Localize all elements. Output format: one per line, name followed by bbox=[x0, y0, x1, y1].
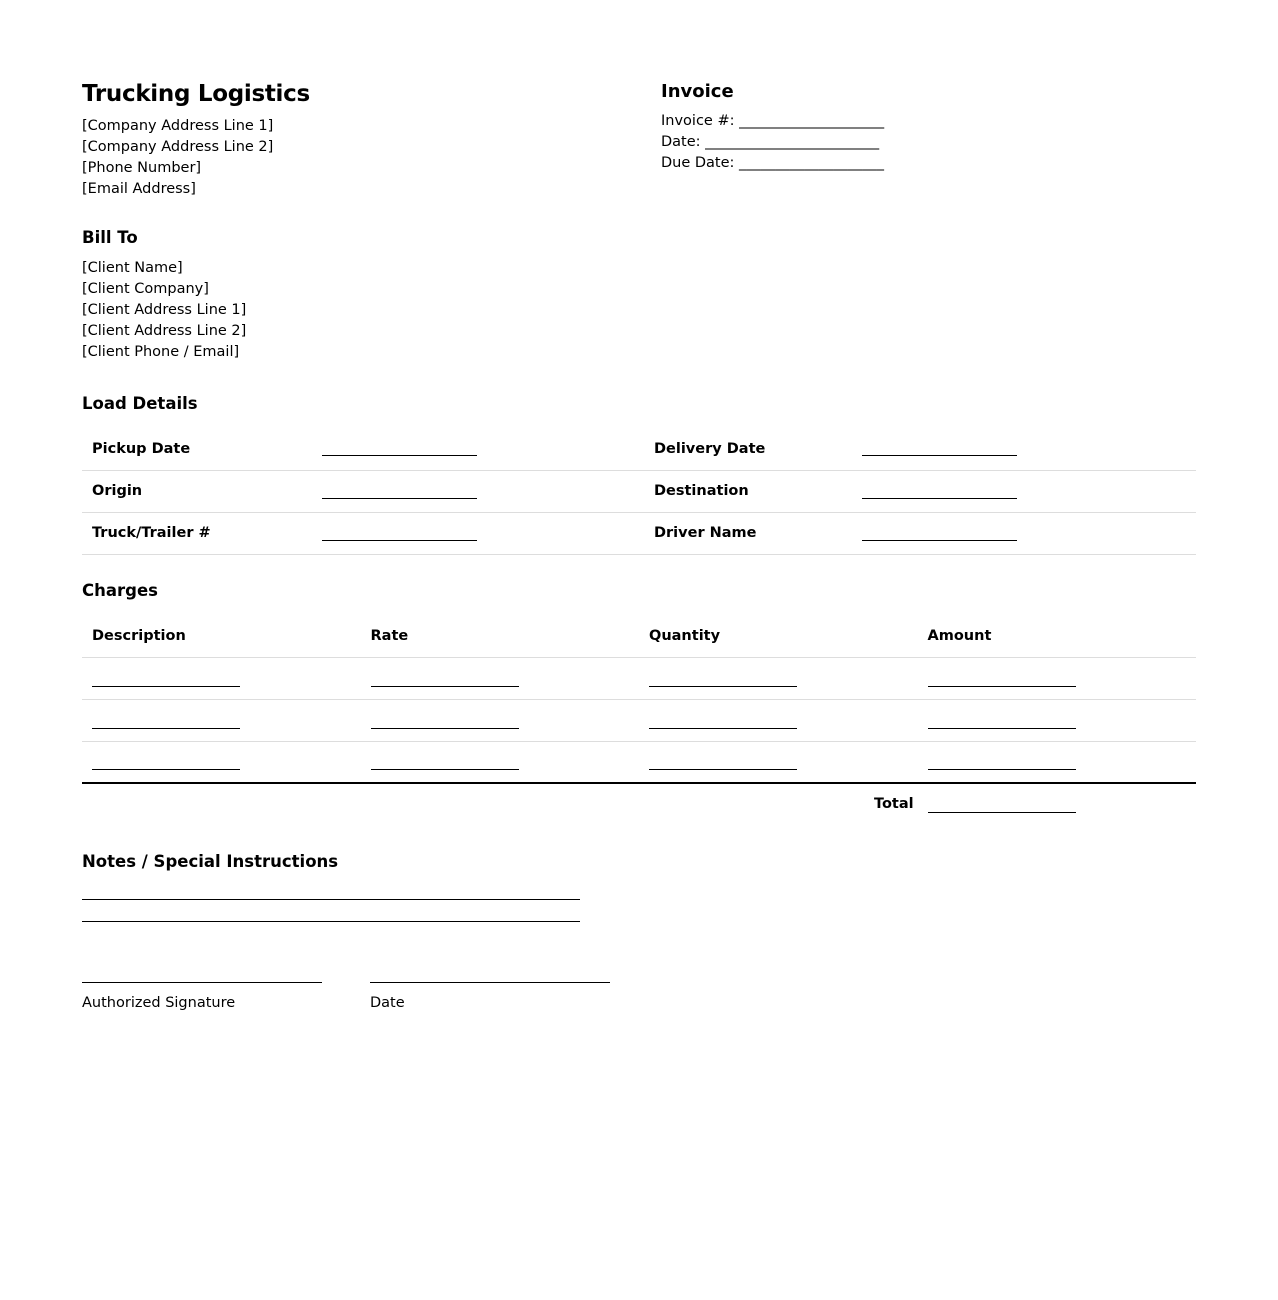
invoice-page bbox=[82, 78, 1196, 203]
load-details-section bbox=[82, 392, 1196, 555]
destination-label: Destination bbox=[644, 470, 862, 512]
description-cell bbox=[82, 657, 361, 699]
description-blank[interactable] bbox=[92, 686, 240, 687]
company-address-line-2: [Company Address Line 2] bbox=[82, 139, 274, 155]
due-date-blank[interactable]: ____________________ bbox=[739, 155, 885, 171]
destination-cell bbox=[862, 470, 1196, 512]
invoice-title: Invoice bbox=[661, 81, 734, 102]
rate-cell bbox=[361, 741, 640, 783]
bill-to-lines bbox=[82, 258, 246, 363]
client-name: [Client Name] bbox=[82, 260, 183, 276]
invoice-info bbox=[661, 78, 884, 174]
table-row bbox=[82, 428, 1196, 470]
origin-blank[interactable] bbox=[322, 498, 477, 499]
authorized-signature-line[interactable] bbox=[82, 982, 322, 983]
destination-blank[interactable] bbox=[862, 498, 1017, 499]
bill-to-section bbox=[82, 226, 246, 363]
pickup-date-label: Pickup Date bbox=[82, 428, 322, 470]
authorized-signature-label: Authorized Signature bbox=[82, 995, 236, 1011]
client-company: [Client Company] bbox=[82, 281, 209, 297]
header bbox=[82, 78, 1196, 203]
company-name: Trucking Logistics bbox=[82, 81, 310, 107]
signature-date-label: Date bbox=[370, 995, 405, 1011]
company-phone: [Phone Number] bbox=[82, 160, 202, 176]
column-header-quantity: Quantity bbox=[639, 615, 918, 657]
total-row bbox=[82, 784, 1196, 828]
authorized-signature-block bbox=[82, 982, 322, 1012]
amount-cell bbox=[918, 741, 1197, 783]
truck-trailer-cell bbox=[322, 512, 644, 554]
delivery-date-cell bbox=[862, 428, 1196, 470]
invoice-number-blank[interactable]: ____________________ bbox=[739, 113, 885, 129]
rate-blank[interactable] bbox=[371, 769, 519, 770]
company-block bbox=[82, 78, 310, 200]
description-blank[interactable] bbox=[92, 728, 240, 729]
amount-blank[interactable] bbox=[928, 769, 1076, 770]
load-details-table bbox=[82, 428, 1196, 555]
rate-blank[interactable] bbox=[371, 686, 519, 687]
truck-trailer-blank[interactable] bbox=[322, 540, 477, 541]
rate-cell bbox=[361, 699, 640, 741]
client-address-line-1: [Client Address Line 1] bbox=[82, 302, 247, 318]
charges-title: Charges bbox=[82, 581, 158, 600]
signature-date-block bbox=[370, 982, 610, 1012]
delivery-date-label: Delivery Date bbox=[644, 428, 862, 470]
origin-cell bbox=[322, 470, 644, 512]
quantity-blank[interactable] bbox=[649, 769, 797, 770]
column-header-amount: Amount bbox=[918, 615, 1197, 657]
driver-name-blank[interactable] bbox=[862, 540, 1017, 541]
quantity-cell bbox=[639, 699, 918, 741]
column-header-rate: Rate bbox=[361, 615, 640, 657]
delivery-date-blank[interactable] bbox=[862, 455, 1017, 456]
company-email: [Email Address] bbox=[82, 181, 196, 197]
total-blank[interactable] bbox=[928, 812, 1076, 813]
bill-to-title: Bill To bbox=[82, 228, 138, 247]
notes-title: Notes / Special Instructions bbox=[82, 852, 339, 871]
quantity-blank[interactable] bbox=[649, 728, 797, 729]
amount-cell bbox=[918, 699, 1197, 741]
description-cell bbox=[82, 741, 361, 783]
table-row bbox=[82, 741, 1196, 783]
truck-trailer-label: Truck/Trailer # bbox=[82, 512, 322, 554]
invoice-date-field[interactable] bbox=[661, 132, 884, 153]
company-address-line-1: [Company Address Line 1] bbox=[82, 118, 274, 134]
table-row bbox=[82, 699, 1196, 741]
rate-cell bbox=[361, 657, 640, 699]
notes-line-1[interactable] bbox=[82, 899, 580, 900]
charges-table bbox=[82, 615, 1196, 784]
table-row bbox=[82, 657, 1196, 699]
amount-cell bbox=[918, 657, 1197, 699]
total-label: Total bbox=[874, 796, 914, 812]
invoice-number-label: Invoice #: bbox=[661, 113, 735, 129]
due-date-label: Due Date: bbox=[661, 155, 735, 171]
company-address bbox=[82, 116, 310, 200]
column-header-description: Description bbox=[82, 615, 361, 657]
client-address-line-2: [Client Address Line 2] bbox=[82, 323, 247, 339]
pickup-date-cell bbox=[322, 428, 644, 470]
driver-name-label: Driver Name bbox=[644, 512, 862, 554]
quantity-blank[interactable] bbox=[649, 686, 797, 687]
amount-blank[interactable] bbox=[928, 728, 1076, 729]
notes-section bbox=[82, 850, 580, 922]
table-row bbox=[82, 512, 1196, 554]
invoice-date-label: Date: bbox=[661, 134, 701, 150]
description-blank[interactable] bbox=[92, 769, 240, 770]
due-date-field[interactable] bbox=[661, 153, 884, 174]
amount-blank[interactable] bbox=[928, 686, 1076, 687]
description-cell bbox=[82, 699, 361, 741]
table-header-row bbox=[82, 615, 1196, 657]
rate-blank[interactable] bbox=[371, 728, 519, 729]
invoice-number-field[interactable] bbox=[661, 111, 884, 132]
charges-section bbox=[82, 579, 1196, 828]
notes-line-2[interactable] bbox=[82, 921, 580, 922]
invoice-date-blank[interactable]: ________________________ bbox=[705, 134, 880, 150]
invoice-fields bbox=[661, 111, 884, 174]
driver-name-cell bbox=[862, 512, 1196, 554]
client-contact: [Client Phone / Email] bbox=[82, 344, 240, 360]
quantity-cell bbox=[639, 657, 918, 699]
table-row bbox=[82, 470, 1196, 512]
load-details-title: Load Details bbox=[82, 394, 198, 413]
quantity-cell bbox=[639, 741, 918, 783]
pickup-date-blank[interactable] bbox=[322, 455, 477, 456]
signature-date-line[interactable] bbox=[370, 982, 610, 983]
origin-label: Origin bbox=[82, 470, 322, 512]
